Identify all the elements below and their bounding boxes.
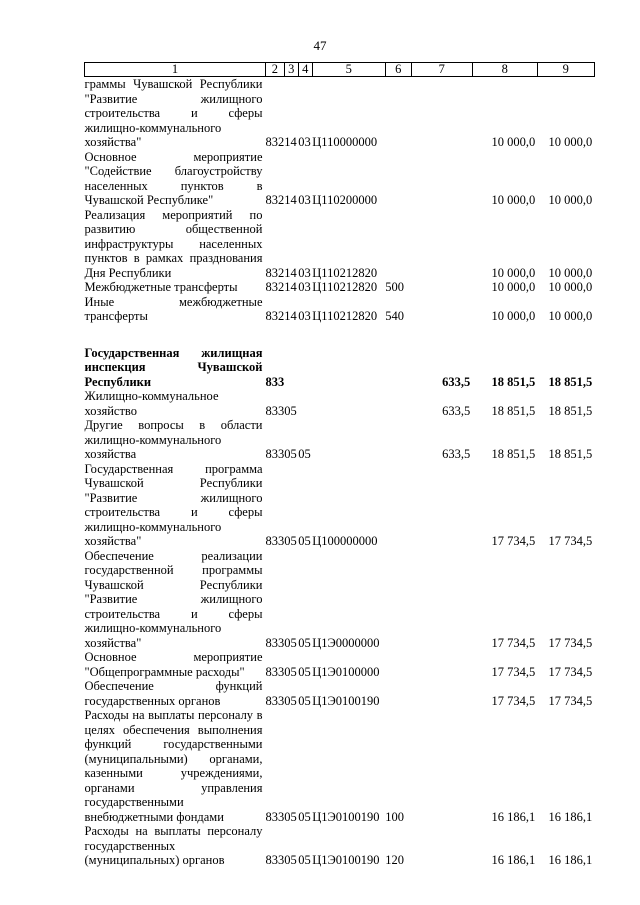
vr-cell (385, 389, 411, 418)
csr-cell: Ц1Э0100190 (312, 693, 380, 708)
vr-cell (385, 462, 411, 549)
col8-cell: 10 000,0 (491, 265, 536, 280)
col7-cell (411, 679, 472, 708)
ved-cell: 833 (265, 809, 285, 824)
ved-cell: 833 (265, 534, 285, 548)
pr-cell: 05 (298, 534, 311, 548)
col8-cell: 18 851,5 (491, 403, 536, 418)
csr-cell: Ц100000000 (312, 534, 378, 548)
col8-cell: 17 734,5 (491, 693, 536, 708)
rz-cell: 05 (284, 447, 297, 461)
col7-cell (411, 208, 472, 281)
table-row (85, 77, 595, 150)
page-number: 47 (313, 38, 327, 53)
csr-cell (312, 389, 385, 418)
csr-cell: Ц110212820 (312, 280, 378, 294)
name-cell: Расходы на выплаты персоналу в целях обеспечения выполнения функций государственными (муниципальными) органами, казенными учреждениями, органами управления государственными внебюджетными фондами (84, 708, 263, 824)
col7-cell (411, 280, 472, 295)
name-cell: Обеспечение функций государственных органов (84, 679, 263, 708)
ved-cell: 833 (265, 635, 285, 650)
col8-cell: 16 186,1 (491, 853, 536, 867)
col8-cell: 17 734,5 (491, 664, 536, 679)
budget-table (84, 62, 595, 868)
ved-cell: 832 (265, 135, 285, 149)
ved-cell: 833 (265, 447, 285, 461)
col7-cell (411, 462, 472, 549)
col9-cell: 17 734,5 (548, 534, 593, 548)
csr-cell (312, 346, 385, 390)
col7-cell: 633,5 (442, 403, 471, 418)
csr-cell: Ц1Э0100000 (312, 664, 380, 679)
name-cell: Реализация мероприятий по развитию общественной инфраструктуры населенных пунктов в рамках празднования Дня Республики (84, 207, 263, 280)
pr-cell: 03 (298, 309, 311, 323)
col8-cell: 10 000,0 (491, 135, 536, 149)
rz-cell: 14 (284, 280, 297, 294)
csr-cell: Ц1Э0100190 (312, 853, 380, 867)
col8-cell: 16 186,1 (491, 809, 536, 824)
col7-cell (411, 708, 472, 824)
csr-cell (312, 418, 385, 462)
col9-cell: 10 000,0 (548, 265, 593, 280)
table-row (85, 389, 595, 418)
table-row (85, 462, 595, 549)
vr-cell: 500 (385, 280, 404, 294)
csr-cell: Ц110000000 (312, 135, 378, 149)
col8-cell: 17 734,5 (491, 635, 536, 650)
header-cell: 1 (85, 63, 266, 77)
col9-cell: 10 000,0 (548, 280, 593, 294)
col9-cell: 10 000,0 (548, 193, 593, 207)
header-cell: 3 (284, 63, 298, 77)
ved-cell: 833 (265, 693, 285, 708)
col9-cell: 16 186,1 (548, 853, 593, 867)
rz-cell (284, 346, 298, 390)
rz-cell: 05 (284, 809, 297, 824)
col8-cell: 18 851,5 (491, 447, 536, 461)
col7-cell (411, 77, 472, 150)
header-cell: 7 (411, 63, 472, 77)
col9-cell: 10 000,0 (548, 309, 593, 323)
table-row (85, 708, 595, 824)
col9-cell: 18 851,5 (548, 447, 593, 461)
col9-cell: 17 734,5 (548, 693, 593, 708)
table-row (85, 679, 595, 708)
col7-cell (411, 150, 472, 208)
pr-cell: 05 (298, 809, 311, 824)
pr-cell (298, 389, 312, 418)
name-cell: Другие вопросы в области жилищно-коммунального хозяйства (84, 418, 263, 461)
vr-cell (385, 679, 411, 708)
col7-cell (411, 824, 472, 868)
name-cell: Государственная жилищная инспекция Чувашской Республики (84, 345, 263, 389)
col7-cell: 633,5 (442, 374, 471, 389)
pr-cell: 03 (298, 280, 311, 294)
name-cell: Обеспечение реализации государственной программы Чувашской Республики "Развитие жилищного строительства и сферы жилищно-коммунального хозяйства" (84, 548, 263, 650)
col9-cell: 16 186,1 (548, 809, 593, 824)
rz-cell: 14 (284, 309, 297, 323)
ved-cell: 833 (265, 853, 285, 867)
col9-cell: 17 734,5 (548, 635, 593, 650)
vr-cell: 540 (385, 309, 404, 323)
col7-cell (411, 295, 472, 324)
ved-cell: 832 (265, 193, 285, 207)
pr-cell: 03 (298, 135, 311, 149)
csr-cell: Ц1Э0100190 (312, 809, 380, 824)
name-cell: Основное мероприятие "Общепрограммные расходы" (84, 650, 263, 679)
pr-cell: 03 (298, 193, 311, 207)
rz-cell: 14 (284, 193, 297, 207)
ved-cell: 833 (265, 664, 285, 679)
csr-cell: Ц110212820 (312, 309, 378, 323)
col8-cell: 17 734,5 (491, 534, 536, 548)
ved-cell: 833 (265, 374, 285, 389)
csr-cell: Ц110212820 (312, 265, 378, 280)
vr-cell (385, 418, 411, 462)
pr-cell: 05 (298, 693, 311, 708)
rz-cell: 05 (284, 534, 297, 548)
table-row (85, 150, 595, 208)
rz-cell: 05 (284, 853, 297, 867)
rz-cell: 05 (284, 635, 297, 650)
col7-cell (411, 650, 472, 679)
rz-cell: 05 (284, 403, 297, 418)
pr-cell: 03 (298, 265, 311, 280)
header-cell: 5 (312, 63, 385, 77)
vr-cell (385, 650, 411, 679)
name-cell: Иные межбюджетные трансферты (84, 294, 263, 323)
col8-cell: 10 000,0 (491, 309, 536, 323)
col9-cell: 18 851,5 (548, 403, 593, 418)
rz-cell: 05 (284, 664, 297, 679)
spacer-row (85, 324, 595, 346)
vr-cell: 120 (385, 853, 404, 867)
header-cell: 2 (266, 63, 285, 77)
pr-cell: 05 (298, 447, 311, 461)
table-row (85, 280, 595, 295)
header-cell: 9 (537, 63, 594, 77)
name-cell: Межбюджетные трансферты (84, 280, 238, 294)
csr-cell: Ц1Э0000000 (312, 635, 380, 650)
csr-cell: Ц110200000 (312, 193, 378, 207)
name-cell: Расходы на выплаты персоналу государственных (муниципальных) органов (84, 824, 263, 867)
col9-cell: 17 734,5 (548, 664, 593, 679)
col7-cell: 633,5 (442, 447, 471, 461)
vr-cell (385, 77, 411, 150)
vr-cell (385, 549, 411, 651)
rz-cell: 14 (284, 135, 297, 149)
vr-cell: 100 (385, 809, 404, 824)
table-row (85, 824, 595, 868)
col8-cell: 10 000,0 (491, 280, 536, 294)
vr-cell (385, 208, 411, 281)
table-row (85, 650, 595, 679)
table-row (85, 208, 595, 281)
ved-cell: 833 (265, 403, 285, 418)
table-row (85, 418, 595, 462)
header-cell: 8 (472, 63, 537, 77)
pr-cell (298, 346, 312, 390)
header-cell: 4 (298, 63, 312, 77)
name-cell: Государственная программа Чувашской Республики "Развитие жилищного строительства и сферы жилищно-коммунального хозяйства" (84, 461, 263, 548)
col9-cell: 18 851,5 (548, 374, 593, 389)
table-row (85, 549, 595, 651)
vr-cell (385, 150, 411, 208)
vr-cell (385, 346, 411, 390)
col7-cell (411, 549, 472, 651)
name-cell: граммы Чувашской Республики "Развитие жилищного строительства и сферы жилищно-коммунального хозяйства" (84, 77, 263, 149)
rz-cell: 14 (284, 265, 297, 280)
pr-cell: 05 (298, 853, 311, 867)
name-cell: Основное мероприятие "Содействие благоустройству населенных пунктов в Чувашской Республике" (84, 149, 263, 207)
table-row (85, 295, 595, 324)
col9-cell: 10 000,0 (548, 135, 593, 149)
ved-cell: 832 (265, 309, 285, 323)
table-row (85, 346, 595, 390)
header-cell: 6 (385, 63, 411, 77)
col8-cell: 10 000,0 (491, 193, 536, 207)
name-cell: Жилищно-коммунальное хозяйство (84, 389, 219, 418)
pr-cell: 05 (298, 664, 311, 679)
ved-cell: 832 (265, 265, 285, 280)
header-row (85, 63, 595, 77)
pr-cell: 05 (298, 635, 311, 650)
col8-cell: 18 851,5 (491, 374, 536, 389)
rz-cell: 05 (284, 693, 297, 708)
ved-cell: 832 (265, 280, 285, 294)
